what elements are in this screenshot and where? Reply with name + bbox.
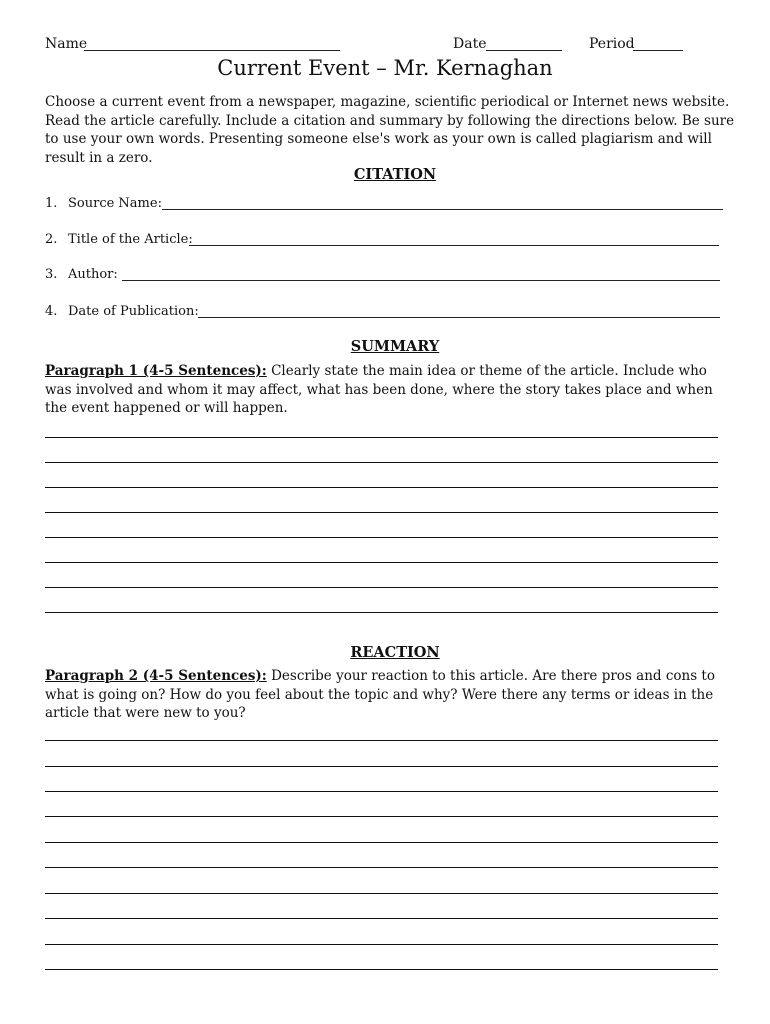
citation-label: Author: — [68, 267, 118, 282]
name-field[interactable] — [84, 50, 340, 51]
name-label: Name — [45, 36, 88, 52]
reaction-writing-line[interactable] — [45, 918, 718, 919]
reaction-writing-line[interactable] — [45, 842, 718, 843]
summary-writing-line[interactable] — [45, 587, 718, 588]
publication-date-field[interactable] — [198, 317, 720, 318]
citation-number: 4. — [45, 304, 58, 319]
reaction-paragraph-label: Paragraph 2 (4-5 Sentences): — [45, 668, 267, 684]
summary-writing-line[interactable] — [45, 512, 718, 513]
reaction-writing-line[interactable] — [45, 816, 718, 817]
instructions-text: Choose a current event from a newspaper, magazine, scientific periodical or Internet news website. Read the article carefully. Include a citation and summary by following the directions below. Be sure to use your own words. Presenting someone else's work as your own is called plagiarism and will result in a zero. — [45, 94, 735, 166]
summary-writing-line[interactable] — [45, 562, 718, 563]
source-name-field[interactable] — [162, 209, 723, 210]
period-label: Period — [589, 36, 635, 52]
page-title: Current Event – Mr. Kernaghan — [217, 56, 553, 80]
summary-writing-line[interactable] — [45, 612, 718, 613]
reaction-writing-line[interactable] — [45, 791, 718, 792]
citation-item-source — [45, 196, 162, 211]
summary-paragraph-text: Clearly state the main idea or theme of the article. Include who was involved and whom it may affect, what has been done, where the story takes place and when the event happened or will happen. — [45, 363, 713, 416]
citation-label: Date of Publication: — [68, 304, 199, 319]
citation-heading: CITATION — [353, 166, 437, 183]
reaction-writing-line[interactable] — [45, 969, 718, 970]
citation-item-title — [45, 232, 193, 247]
article-title-field[interactable] — [189, 245, 719, 246]
reaction-instructions — [45, 667, 735, 723]
summary-writing-line[interactable] — [45, 437, 718, 438]
summary-writing-line[interactable] — [45, 462, 718, 463]
reaction-writing-line[interactable] — [45, 766, 718, 767]
date-label: Date — [453, 36, 487, 52]
citation-label: Title of the Article: — [68, 232, 193, 247]
reaction-paragraph-text: Describe your reaction to this article. Are there pros and cons to what is going on? How do you feel about the topic and why? Were there any terms or ideas in the article that were new to you? — [45, 668, 715, 721]
citation-item-author — [45, 267, 118, 282]
summary-writing-line[interactable] — [45, 537, 718, 538]
date-field[interactable] — [486, 50, 562, 51]
citation-number: 3. — [45, 267, 58, 282]
citation-item-date — [45, 304, 199, 319]
reaction-writing-line[interactable] — [45, 893, 718, 894]
reaction-writing-line[interactable] — [45, 944, 718, 945]
reaction-writing-line[interactable] — [45, 867, 718, 868]
reaction-writing-line[interactable] — [45, 740, 718, 741]
summary-writing-line[interactable] — [45, 487, 718, 488]
summary-instructions — [45, 362, 735, 418]
citation-label: Source Name: — [68, 196, 162, 211]
summary-paragraph-label: Paragraph 1 (4-5 Sentences): — [45, 363, 267, 379]
reaction-heading: REACTION — [350, 644, 440, 661]
author-field[interactable] — [122, 280, 720, 281]
citation-number: 2. — [45, 232, 58, 247]
citation-number: 1. — [45, 196, 58, 211]
summary-heading: SUMMARY — [350, 338, 440, 355]
period-field[interactable] — [633, 50, 683, 51]
